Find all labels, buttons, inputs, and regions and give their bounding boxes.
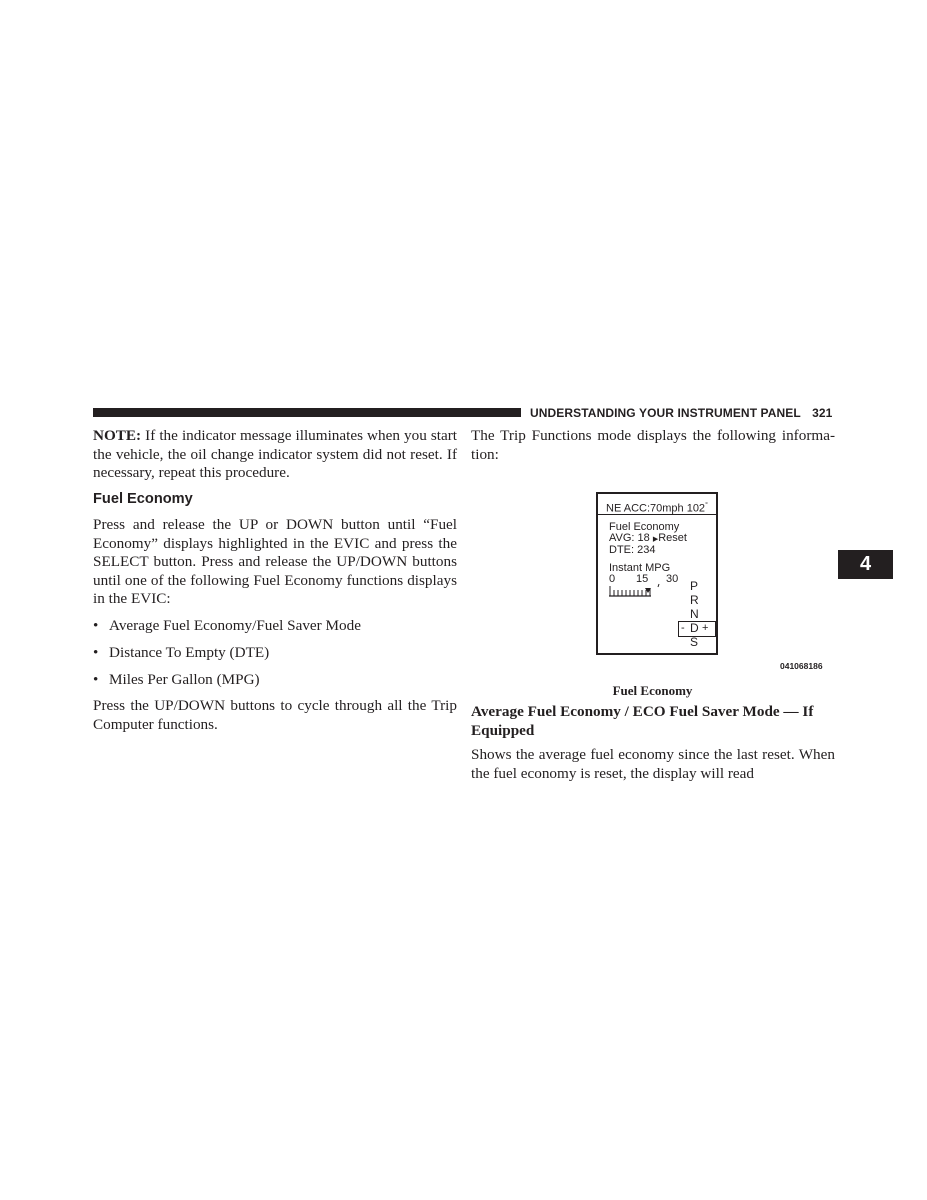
cycle-paragraph: Press the UP/DOWN buttons to cycle through all the Trip Computer functions. <box>93 697 457 733</box>
gear-d: D <box>690 621 699 635</box>
scale-label-15: 15 <box>636 573 649 585</box>
gear-plus: + <box>702 622 709 634</box>
instant-mpg-label: Instant MPG <box>609 562 671 574</box>
list-item: • Distance To Empty (DTE) <box>93 644 270 661</box>
scale-label-0: 0 <box>609 573 616 585</box>
instructions-paragraph: Press and release the UP or DOWN button until “Fuel Economy” displays highlighted in the EVIC and press the SELECT button. Press and release the UP/DOWN buttons until one of the following Fuel Economy functions displays in the EVIC: <box>93 516 457 607</box>
figure-code: 041068186 <box>780 661 823 671</box>
figure-caption: Fuel Economy <box>612 683 693 698</box>
gear-p: P <box>690 579 699 593</box>
note-paragraph <box>93 427 457 483</box>
bullet-icon: • <box>93 671 99 688</box>
gear-r: R <box>690 593 699 607</box>
header-rule <box>93 408 521 417</box>
gear-s: S <box>690 635 699 649</box>
list-item: • Miles Per Gallon (MPG) <box>93 671 260 688</box>
evic-display-figure <box>596 492 718 655</box>
average-fuel-economy-paragraph: Shows the average fuel economy since the last reset. When the fuel economy is reset, the display will read <box>471 746 835 782</box>
gear-minus: - <box>681 622 685 634</box>
running-head <box>530 406 835 420</box>
fuel-economy-heading: Fuel Economy <box>93 491 193 507</box>
page-number: 321 <box>812 406 833 420</box>
gear-n: N <box>690 607 699 621</box>
reset-label: Reset <box>658 532 687 544</box>
note-label: NOTE: <box>93 427 142 444</box>
instant-mpg-bar-graph <box>609 582 669 598</box>
list-item: • Average Fuel Economy/Fuel Saver Mode <box>93 617 361 634</box>
avg-value: AVG: 18 <box>609 532 650 544</box>
degree-symbol: ° <box>705 502 708 509</box>
bullet-icon: • <box>93 617 99 634</box>
chapter-tab: 4 <box>838 550 893 579</box>
note-text: If the indicator message illuminates when you start the vehicle, the oil change indicator system did not reset. If necessary, repeat this procedure. <box>93 427 457 481</box>
scale-label-30: 30 <box>666 573 679 585</box>
trip-functions-intro: The Trip Functions mode displays the following information: <box>471 427 835 463</box>
arrow-right-icon: ▶ <box>652 536 659 543</box>
display-title: Fuel Economy <box>609 521 680 533</box>
average-fuel-economy-heading: Average Fuel Economy / ECO Fuel Saver Mode — If Equipped <box>471 703 814 739</box>
section-title: UNDERSTANDING YOUR INSTRUMENT PANEL <box>530 406 801 420</box>
status-line: NE ACC:70mph 102° <box>606 502 708 515</box>
dte-line: DTE: 234 <box>609 544 656 556</box>
bullet-icon: • <box>93 644 99 661</box>
